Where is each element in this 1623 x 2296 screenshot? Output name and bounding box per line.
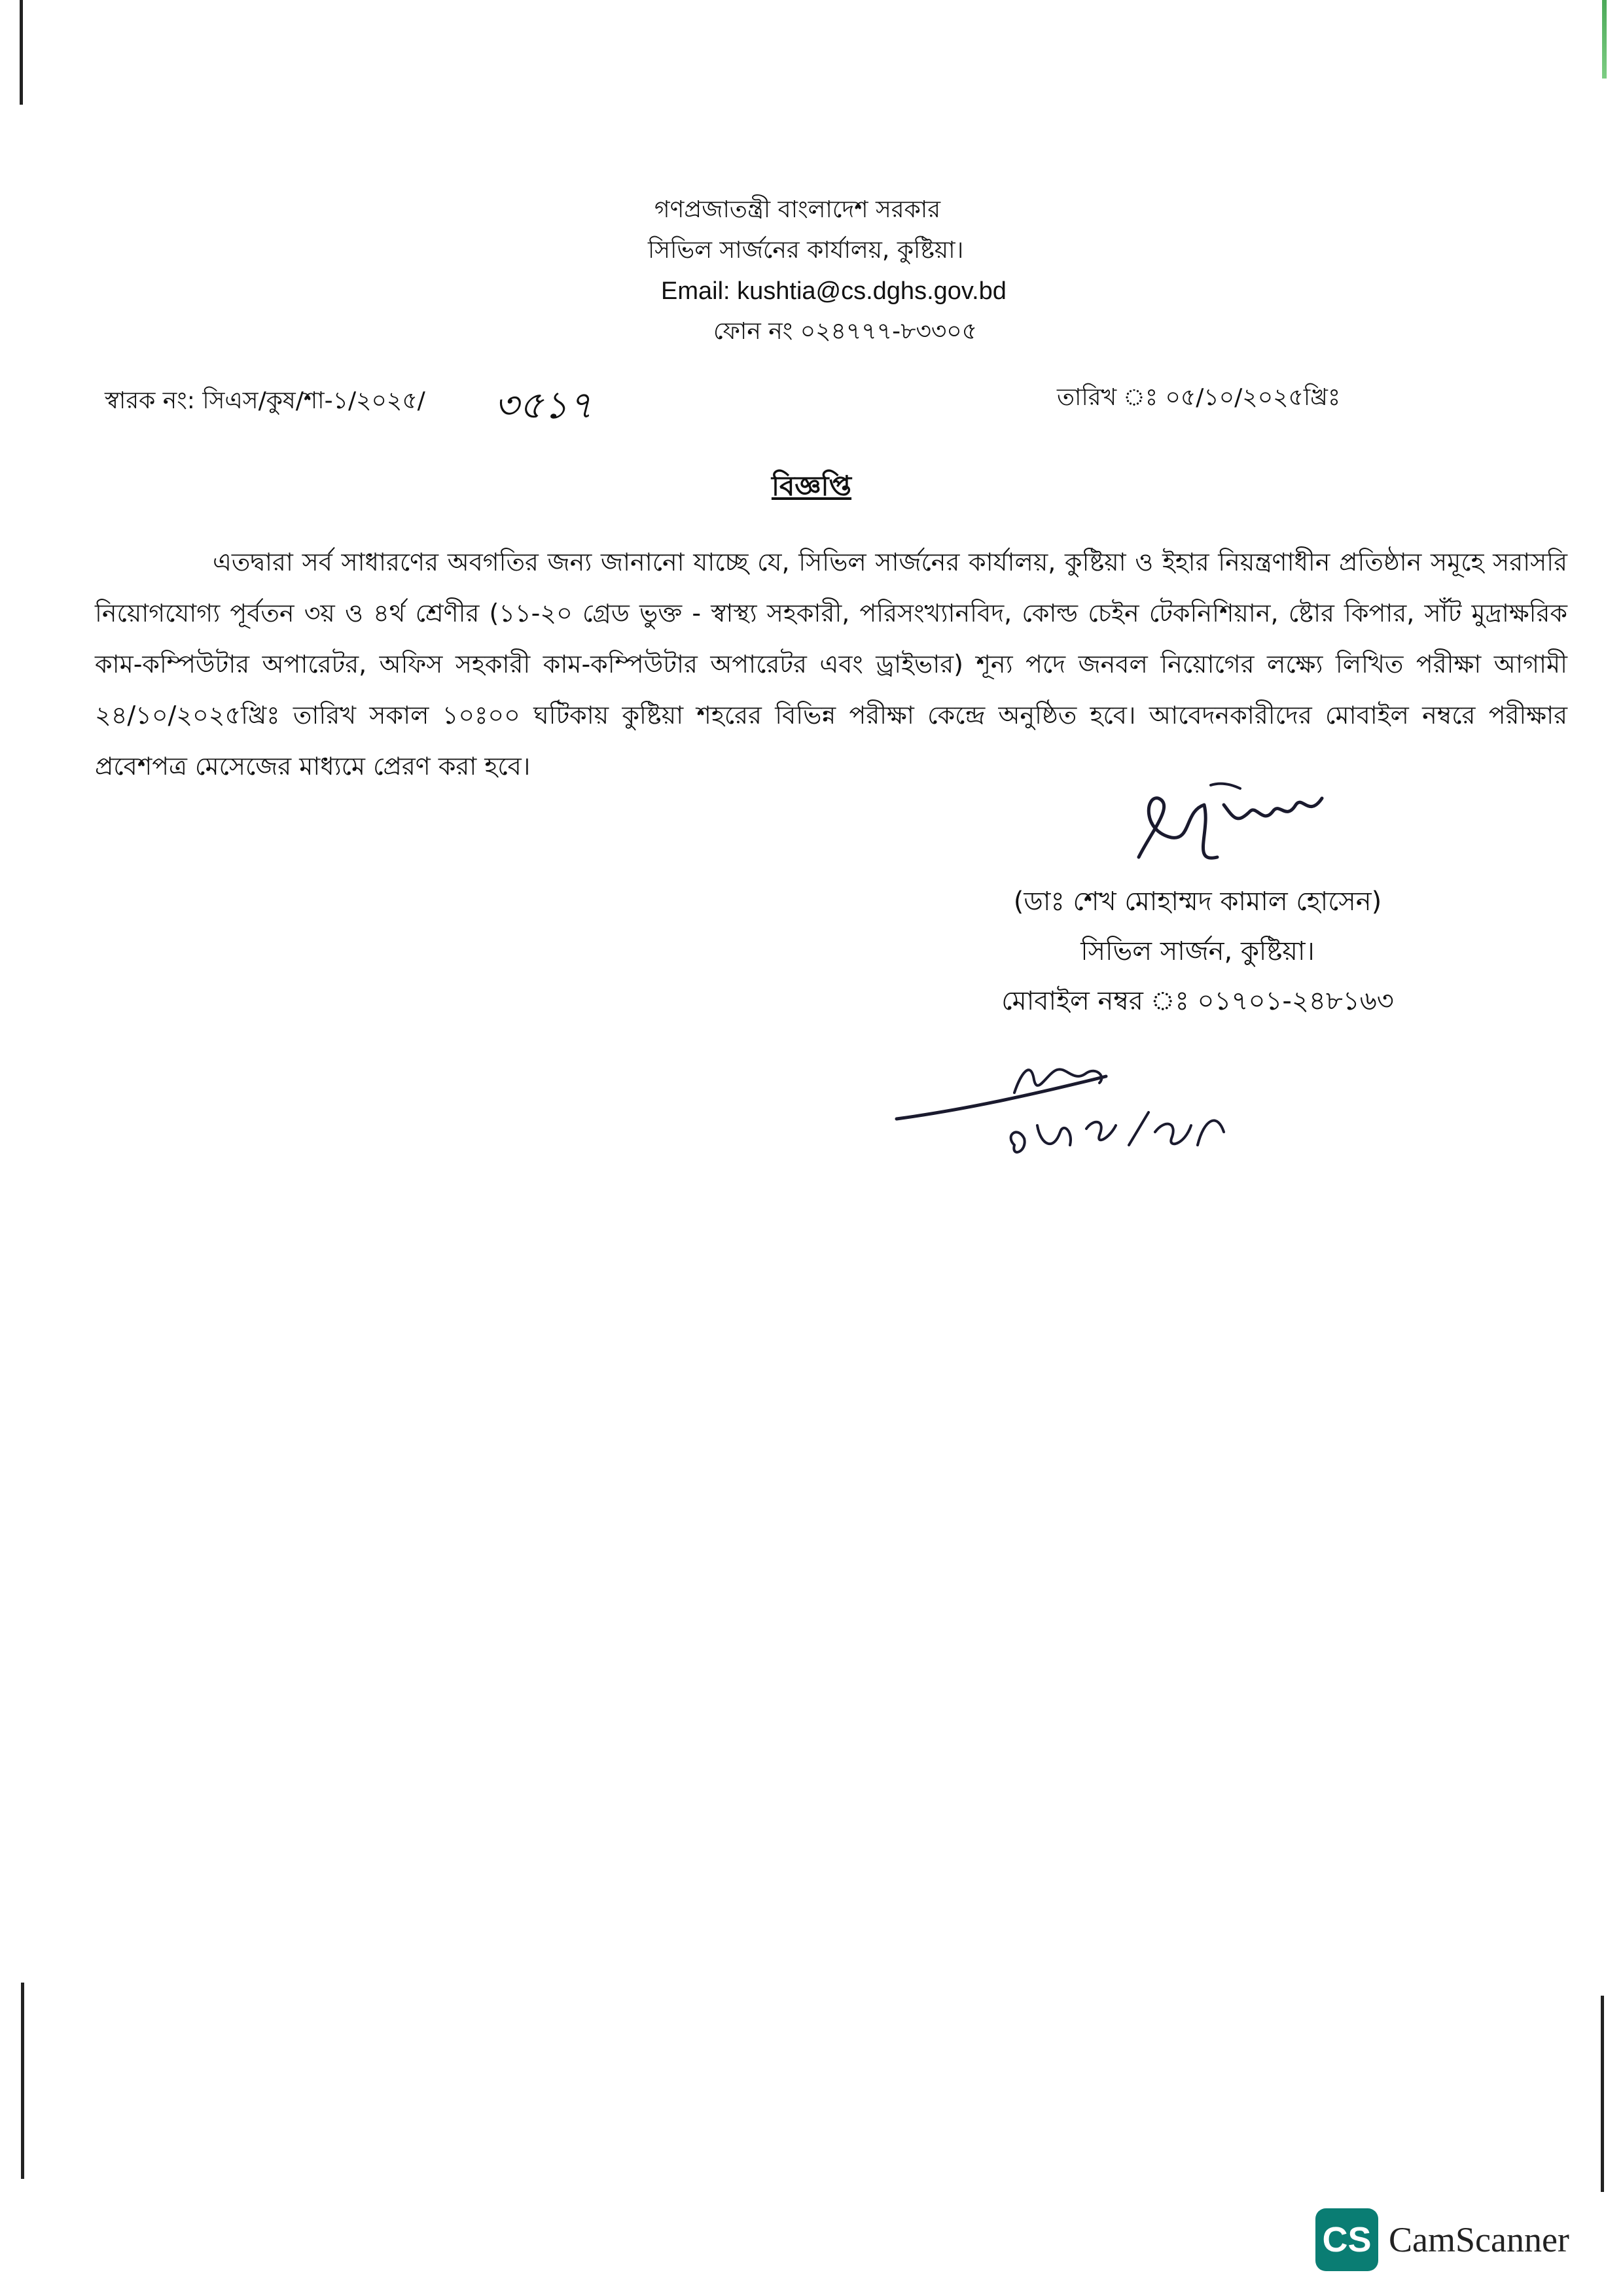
government-title: গণপ্রজাতন্ত্রী বাংলাদেশ সরকার [654,196,941,223]
notice-heading: বিজ্ঞপ্তি [771,470,852,502]
signatory-block [969,877,1427,1026]
camscanner-watermark [1315,2208,1569,2271]
scan-edge-right-top [1602,0,1607,79]
signature-image [1113,759,1348,890]
signatory-mobile: মোবাইল নম্বর ঃ ০১৭০১-২৪৮১৬৩ [1001,986,1394,1016]
notice-body-text: এতদ্বারা সর্ব সাধারণের অবগতির জন্য জানানো যাচ্ছে যে, সিভিল সার্জনের কার্যালয়, কুষ্টিয়া ও ইহার নিয়ন্ত্রণাধীন প্রতিষ্ঠান সমূহে সরাসরি নিয়োগযোগ্য পূর্বতন ৩য় ও ৪র্থ শ্রেণীর (১১-২০ গ্রেড ভুক্ত - স্বাস্থ্য সহকারী, পরিসংখ্যানবিদ, কোল্ড চেইন টেকনিশিয়ান, ষ্টোর কিপার, সাঁট মুদ্রাক্ষরিক কাম-কম্পিউটার অপারেটর, অফিস সহকারী কাম-কম্পিউটার অপারেটর এবং ড্রাইভার) শূন্য পদে জনবল নিয়োগের লক্ষ্যে লিখিত পরীক্ষা আগামী ২৪/১০/২০২৫খ্রিঃ তারিখ সকাল ১০ঃ০০ ঘটিকায় কুষ্টিয়া শহরের বিভিন্ন পরীক্ষা কেন্দ্রে অনুষ্ঠিত হবে। আবেদনকারীদের মোবাইল নম্বরে পরীক্ষার প্রবেশপত্র মেসেজের মাধ্যমে প্রেরণ করা হবে। [95,548,1567,781]
office-phone: ফোন নং ০২৪৭৭৭-৮৩৩০৫ [713,318,978,345]
issue-date: তারিখ ঃ ০৫/১০/২০২৫খ্রিঃ [1057,384,1341,411]
office-email: Email: kushtia@cs.dghs.gov.bd [661,277,1007,305]
letterhead [641,190,1067,352]
memo-handwritten-number: ৩৫১৭ [494,383,593,427]
scan-edge-left-top [20,0,23,105]
camscanner-logo-icon: CS [1315,2208,1378,2271]
signatory-name: (ডাঃ শেখ মোহাম্মদ কামাল হোসেন) [1013,887,1382,917]
scan-edge-left-bottom [21,1983,24,2179]
handwritten-initials-image [890,1047,1243,1171]
memo-number: স্বারক নং: সিএস/কুষ/শা-১/২০২৫/ [105,387,425,414]
scan-edge-right-bottom [1601,1996,1604,2192]
signatory-designation: সিভিল সার্জন, কুষ্টিয়া। [1080,936,1315,966]
camscanner-name: CamScanner [1389,2220,1569,2259]
office-name: সিভিল সার্জনের কার্যালয়, কুষ্টিয়া। [648,237,964,264]
notice-body [95,537,1567,792]
